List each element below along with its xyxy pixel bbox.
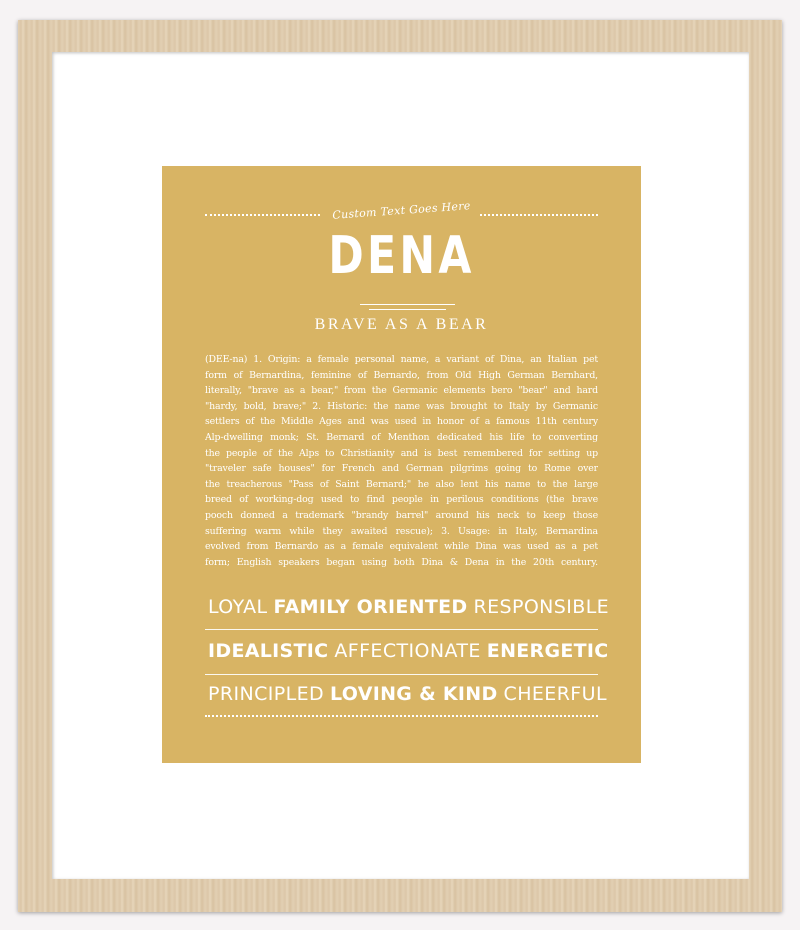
definition-line: (DEE-na) 1. Origin: a female personal name, a variant of Dina, an Italian pet bbox=[205, 354, 598, 365]
trait-word: LOYAL bbox=[208, 596, 268, 618]
definition-line: the treacherous "Pass of Saint Bernard;" he also lent his name to the large bbox=[205, 478, 598, 490]
definition-line: form of Bernardina, feminine of Bernardo, from Old High German Bernhard, bbox=[205, 369, 598, 381]
trait-divider bbox=[205, 629, 598, 630]
trait-word: LOVING & KIND bbox=[330, 683, 498, 705]
definition-line: "hardy, bold, brave;" 2. Historic: the name was brought to Italy by Germanic bbox=[205, 400, 598, 412]
trait-row bbox=[205, 640, 609, 662]
dotted-divider-bottom bbox=[205, 715, 598, 717]
definition-line: "traveler safe houses" for French and German pilgrims going to Rome over bbox=[205, 463, 598, 475]
definition-line: form; English speakers began using both Dina & Dena in the 20th century. bbox=[205, 556, 598, 568]
definition-line: settlers of the Middle Ages and was used in honor of a famous 11th century bbox=[205, 416, 598, 428]
trait-row bbox=[205, 596, 610, 618]
trait-word: PRINCIPLED bbox=[208, 683, 325, 705]
dotted-divider-right bbox=[480, 214, 598, 216]
trait-row bbox=[205, 683, 607, 705]
trait-word: RESPONSIBLE bbox=[473, 596, 610, 618]
custom-text: Custom Text Goes Here bbox=[331, 199, 472, 222]
trait-divider bbox=[205, 674, 598, 675]
trait-word: AFFECTIONATE bbox=[334, 640, 481, 662]
definition-line: the people of the Alps to Christianity and is best remembered for setting up bbox=[205, 447, 598, 459]
definition-line: Alp-dwelling monk; St. Bernard of Menthon dedicated his life to converting bbox=[205, 431, 598, 443]
name-title: DENA bbox=[328, 226, 475, 286]
trait-word: ENERGETIC bbox=[486, 640, 609, 662]
name-definition bbox=[205, 352, 598, 570]
trait-word: FAMILY ORIENTED bbox=[273, 596, 468, 618]
title-rule-top bbox=[360, 304, 455, 305]
definition-line: pooch donned a trademark "brandy barrel" around his neck to keep those bbox=[205, 509, 598, 521]
definition-line: evolved from Bernardo as a female equivalent while Dina was used as a pet bbox=[205, 541, 598, 553]
definition-line: breed of working-dog used to find people in perilous conditions (the brave bbox=[205, 494, 598, 506]
definition-line: suffering warm while they awaited rescue); 3. Usage: in Italy, Bernardina bbox=[205, 525, 598, 537]
definition-line: literally, "brave as a bear," from the Germanic elements bero "bear" and hard bbox=[205, 385, 598, 397]
trait-word: IDEALISTIC bbox=[208, 640, 329, 662]
name-print bbox=[162, 166, 641, 763]
name-meaning: BRAVE AS A BEAR bbox=[314, 316, 489, 333]
trait-word: CHEERFUL bbox=[503, 683, 607, 705]
title-rule-bottom bbox=[369, 309, 446, 310]
